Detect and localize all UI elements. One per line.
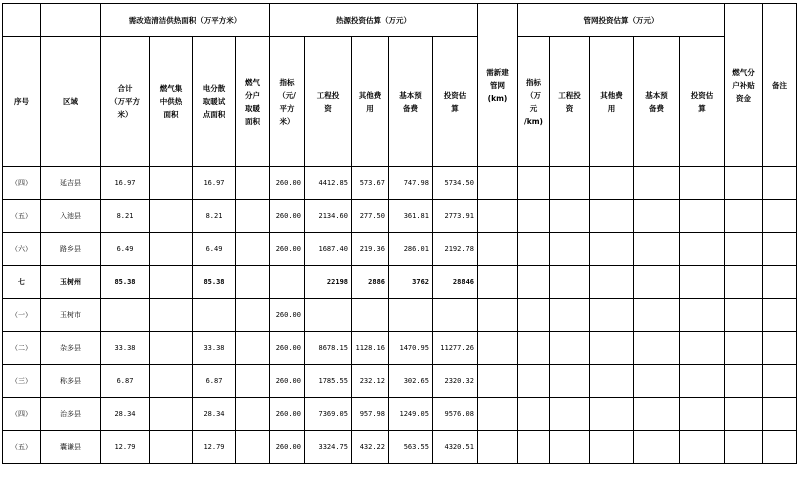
header-blank-2 — [41, 4, 101, 37]
cell-seq: 七 — [3, 266, 41, 299]
cell-subsidy — [725, 266, 763, 299]
cell-heat-engineering: 8678.15 — [305, 332, 352, 365]
header-net-other — [590, 37, 634, 167]
cell-heat-index: 260.00 — [270, 431, 305, 464]
cell-remark — [763, 233, 797, 266]
cell-area-gas-central — [150, 431, 193, 464]
header-area-electric — [193, 37, 236, 167]
header-line: 点面积 — [202, 110, 226, 119]
cell-net-index — [518, 167, 550, 200]
cell-region: 治多县 — [41, 398, 101, 431]
cell-area-total — [101, 299, 150, 332]
cell-net-engineering — [550, 233, 590, 266]
cell-heat-estimate: 28846 — [433, 266, 478, 299]
cell-net-reserve — [634, 431, 680, 464]
header-line: 工程投 — [316, 90, 340, 100]
header-line: 米） — [117, 110, 133, 119]
cell-heat-index: 260.00 — [270, 398, 305, 431]
cell-net-reserve — [634, 398, 680, 431]
cell-area-electric: 8.21 — [193, 200, 236, 233]
cell-net-other — [590, 233, 634, 266]
cell-heat-reserve: 286.01 — [389, 233, 433, 266]
cell-heat-other: 277.50 — [352, 200, 389, 233]
header-area-group: 需改造清洁供热面积（万平方米） — [101, 4, 270, 37]
cell-net-estimate — [680, 398, 725, 431]
cell-heat-engineering: 1687.40 — [305, 233, 352, 266]
cell-heat-reserve — [389, 299, 433, 332]
cell-heat-estimate: 4320.51 — [433, 431, 478, 464]
header-line: 指标 — [526, 77, 541, 87]
cell-heat-reserve: 1470.95 — [389, 332, 433, 365]
cell-heat-other: 1128.16 — [352, 332, 389, 365]
cell-heat-index — [270, 266, 305, 299]
cell-net-reserve — [634, 299, 680, 332]
cell-net-estimate — [680, 233, 725, 266]
cost-estimate-table — [2, 3, 797, 464]
cell-area-total: 85.38 — [101, 266, 150, 299]
cell-area-gas-central — [150, 398, 193, 431]
cell-net-estimate — [680, 200, 725, 233]
cell-seq: （四） — [3, 167, 41, 200]
cell-heat-index: 260.00 — [270, 200, 305, 233]
cell-area-electric: 16.97 — [193, 167, 236, 200]
cell-region: 路乡县 — [41, 233, 101, 266]
cell-area-electric: 33.38 — [193, 332, 236, 365]
cell-area-gas-household — [236, 431, 270, 464]
cell-region: 玉树市 — [41, 299, 101, 332]
cell-network-length — [478, 332, 518, 365]
header-heat-reserve — [389, 37, 433, 167]
cell-subsidy — [725, 365, 763, 398]
cell-network-length — [478, 431, 518, 464]
cell-seq: （三） — [3, 365, 41, 398]
header-line: 备费 — [649, 103, 664, 113]
cell-subsidy — [725, 200, 763, 233]
cell-area-total: 12.79 — [101, 431, 150, 464]
cell-network-length — [478, 167, 518, 200]
header-line: 基本预 — [399, 90, 422, 100]
header-blank-1 — [3, 4, 41, 37]
header-heat-index — [270, 37, 305, 167]
header-area-gas-central — [150, 37, 193, 167]
cell-heat-reserve: 563.55 — [389, 431, 433, 464]
header-line: 工程投 — [558, 90, 581, 100]
header-network-group: 管网投资估算（万元） — [518, 4, 725, 37]
cell-remark — [763, 299, 797, 332]
cell-heat-engineering: 4412.85 — [305, 167, 352, 200]
cell-remark — [763, 200, 797, 233]
header-net-index — [518, 37, 550, 167]
header-line: 投资估 — [690, 90, 714, 100]
cell-area-gas-household — [236, 365, 270, 398]
cell-net-reserve — [634, 233, 680, 266]
cell-net-index — [518, 365, 550, 398]
cell-subsidy — [725, 332, 763, 365]
cell-heat-index: 260.00 — [270, 167, 305, 200]
cell-remark — [763, 332, 797, 365]
cell-seq: （二） — [3, 332, 41, 365]
cell-net-other — [590, 332, 634, 365]
header-heat-other — [352, 37, 389, 167]
header-line: 算 — [698, 103, 706, 113]
header-region: 区域 — [41, 37, 101, 167]
cell-net-other — [590, 266, 634, 299]
cell-area-gas-central — [150, 266, 193, 299]
cell-net-index — [518, 200, 550, 233]
cell-net-other — [590, 167, 634, 200]
cell-region: 入池县 — [41, 200, 101, 233]
cell-heat-other — [352, 299, 389, 332]
cell-area-gas-household — [236, 299, 270, 332]
cell-net-engineering — [550, 398, 590, 431]
table-row — [3, 233, 797, 266]
cell-area-gas-household — [236, 332, 270, 365]
header-line: 投资估 — [443, 90, 467, 100]
cell-area-gas-central — [150, 365, 193, 398]
cell-net-engineering — [550, 167, 590, 200]
header-seq: 序号 — [3, 37, 41, 167]
table-row — [3, 299, 797, 332]
cell-heat-engineering: 1785.55 — [305, 365, 352, 398]
cell-area-electric: 12.79 — [193, 431, 236, 464]
header-line: 用 — [366, 103, 374, 113]
cell-heat-index: 260.00 — [270, 233, 305, 266]
cell-heat-reserve: 747.98 — [389, 167, 433, 200]
cell-network-length — [478, 398, 518, 431]
header-line: 取暖 — [245, 103, 260, 113]
cell-subsidy — [725, 167, 763, 200]
cell-heat-estimate: 2192.78 — [433, 233, 478, 266]
cell-area-total: 16.97 — [101, 167, 150, 200]
cell-heat-estimate: 9576.08 — [433, 398, 478, 431]
cell-area-gas-household — [236, 266, 270, 299]
cell-heat-estimate: 5734.50 — [433, 167, 478, 200]
header-line: 资 — [565, 103, 574, 113]
cell-net-reserve — [634, 200, 680, 233]
cell-area-gas-central — [150, 200, 193, 233]
header-line: /km) — [524, 116, 543, 126]
cell-subsidy — [725, 299, 763, 332]
header-line: 资 — [324, 103, 332, 113]
cell-network-length — [478, 299, 518, 332]
cell-net-index — [518, 233, 550, 266]
cell-area-total: 8.21 — [101, 200, 150, 233]
header-line: 指标 — [279, 77, 295, 87]
table-row — [3, 365, 797, 398]
cell-area-total: 6.87 — [101, 365, 150, 398]
header-line: 其他费 — [358, 90, 382, 100]
header-line: 基本预 — [645, 90, 668, 100]
table-row — [3, 266, 797, 299]
header-line: 需新建 — [486, 67, 509, 77]
cell-area-gas-household — [236, 233, 270, 266]
header-line: 管网 — [490, 80, 505, 90]
table-row — [3, 200, 797, 233]
cell-subsidy — [725, 398, 763, 431]
header-line: 燃气分 — [732, 67, 755, 77]
header-net-engineering — [550, 37, 590, 167]
header-line: 燃气 — [245, 77, 260, 87]
cell-net-reserve — [634, 167, 680, 200]
header-line: 用 — [607, 103, 616, 113]
cell-net-estimate — [680, 431, 725, 464]
cell-net-estimate — [680, 266, 725, 299]
cell-net-engineering — [550, 266, 590, 299]
cell-region: 玉树州 — [41, 266, 101, 299]
table-row — [3, 398, 797, 431]
cell-net-engineering — [550, 200, 590, 233]
cell-seq: （一） — [3, 299, 41, 332]
cell-remark — [763, 365, 797, 398]
header-line: 面积 — [163, 110, 179, 119]
cell-heat-estimate: 2773.91 — [433, 200, 478, 233]
cell-remark — [763, 431, 797, 464]
header-area-total — [101, 37, 150, 167]
cell-net-index — [518, 299, 550, 332]
cell-net-engineering — [550, 431, 590, 464]
table-row — [3, 431, 797, 464]
header-area-gas-household — [236, 37, 270, 167]
header-net-estimate — [680, 37, 725, 167]
cell-seq: （六） — [3, 233, 41, 266]
cell-net-index — [518, 266, 550, 299]
cell-subsidy — [725, 431, 763, 464]
cell-heat-estimate: 2320.32 — [433, 365, 478, 398]
header-heat-engineering — [305, 37, 352, 167]
cell-heat-other: 957.98 — [352, 398, 389, 431]
header-line: 分户 — [245, 90, 260, 100]
cell-net-reserve — [634, 365, 680, 398]
cell-network-length — [478, 200, 518, 233]
cell-net-engineering — [550, 299, 590, 332]
header-net-reserve — [634, 37, 680, 167]
header-line: (km) — [487, 93, 508, 103]
cell-net-other — [590, 365, 634, 398]
cell-heat-index: 260.00 — [270, 332, 305, 365]
cell-area-gas-central — [150, 167, 193, 200]
cell-net-reserve — [634, 266, 680, 299]
cell-net-index — [518, 398, 550, 431]
cell-net-other — [590, 200, 634, 233]
header-heat-group: 热源投资估算（万元） — [270, 4, 478, 37]
cell-heat-reserve: 302.65 — [389, 365, 433, 398]
table-row — [3, 332, 797, 365]
header-line: 其他费 — [600, 90, 623, 100]
cell-heat-estimate: 11277.26 — [433, 332, 478, 365]
cell-heat-engineering: 3324.75 — [305, 431, 352, 464]
cell-area-electric: 85.38 — [193, 266, 236, 299]
cell-net-other — [590, 431, 634, 464]
cell-heat-reserve: 3762 — [389, 266, 433, 299]
cell-region: 杂多县 — [41, 332, 101, 365]
table-row — [3, 167, 797, 200]
header-line: （元/ — [278, 90, 296, 100]
cell-seq: （五） — [3, 431, 41, 464]
header-line: 算 — [451, 103, 459, 113]
header-line: 中供热 — [159, 97, 183, 106]
header-line: 备费 — [403, 103, 418, 113]
header-heat-estimate — [433, 37, 478, 167]
cell-area-electric — [193, 299, 236, 332]
cell-net-engineering — [550, 332, 590, 365]
cell-remark — [763, 266, 797, 299]
cell-heat-engineering: 7369.05 — [305, 398, 352, 431]
header-line: 米） — [279, 116, 295, 126]
cell-region: 囊谦县 — [41, 431, 101, 464]
cell-heat-other: 219.36 — [352, 233, 389, 266]
cell-heat-index: 260.00 — [270, 299, 305, 332]
cell-seq: （四） — [3, 398, 41, 431]
header-line: 元 — [529, 103, 538, 113]
cell-area-gas-household — [236, 167, 270, 200]
cell-heat-reserve: 1249.05 — [389, 398, 433, 431]
cell-net-index — [518, 332, 550, 365]
cell-heat-engineering: 2134.60 — [305, 200, 352, 233]
cell-area-total: 33.38 — [101, 332, 150, 365]
cell-net-estimate — [680, 167, 725, 200]
cell-net-other — [590, 398, 634, 431]
cell-heat-reserve: 361.81 — [389, 200, 433, 233]
cell-net-engineering — [550, 365, 590, 398]
header-line: 户补贴 — [732, 80, 755, 90]
cell-seq: （五） — [3, 200, 41, 233]
cell-area-electric: 6.49 — [193, 233, 236, 266]
cell-area-gas-central — [150, 233, 193, 266]
cell-region: 延吉县 — [41, 167, 101, 200]
cell-area-gas-central — [150, 332, 193, 365]
header-line: （万 — [526, 90, 541, 100]
cell-region: 称多县 — [41, 365, 101, 398]
header-line: 电分散 — [202, 84, 226, 93]
cell-heat-other: 432.22 — [352, 431, 389, 464]
cell-net-estimate — [680, 365, 725, 398]
cell-net-other — [590, 299, 634, 332]
cell-subsidy — [725, 233, 763, 266]
header-line: 合计 — [117, 84, 133, 93]
cell-area-gas-household — [236, 200, 270, 233]
header-network-length — [478, 4, 518, 167]
cell-heat-other: 232.12 — [352, 365, 389, 398]
header-line: 平方 — [279, 103, 295, 113]
cell-net-estimate — [680, 299, 725, 332]
cell-heat-index: 260.00 — [270, 365, 305, 398]
cell-area-total: 6.49 — [101, 233, 150, 266]
cell-area-total: 28.34 — [101, 398, 150, 431]
cell-heat-other: 573.67 — [352, 167, 389, 200]
cell-heat-other: 2886 — [352, 266, 389, 299]
cell-heat-estimate — [433, 299, 478, 332]
cell-remark — [763, 167, 797, 200]
cell-area-electric: 6.87 — [193, 365, 236, 398]
cell-network-length — [478, 266, 518, 299]
cell-area-gas-household — [236, 398, 270, 431]
header-subsidy — [725, 4, 763, 167]
header-line: 燃气集 — [159, 84, 183, 93]
header-line: 面积 — [245, 116, 260, 126]
cell-heat-engineering: 22198 — [305, 266, 352, 299]
cell-heat-engineering — [305, 299, 352, 332]
cell-network-length — [478, 365, 518, 398]
header-line: 取暖试 — [202, 97, 226, 106]
cell-area-gas-central — [150, 299, 193, 332]
cell-remark — [763, 398, 797, 431]
cell-net-index — [518, 431, 550, 464]
header-line: （万平方 — [110, 97, 140, 106]
cell-network-length — [478, 233, 518, 266]
header-line: 资金 — [736, 93, 751, 103]
cell-net-estimate — [680, 332, 725, 365]
cell-area-electric: 28.34 — [193, 398, 236, 431]
cell-net-reserve — [634, 332, 680, 365]
header-remark: 备注 — [763, 4, 797, 167]
